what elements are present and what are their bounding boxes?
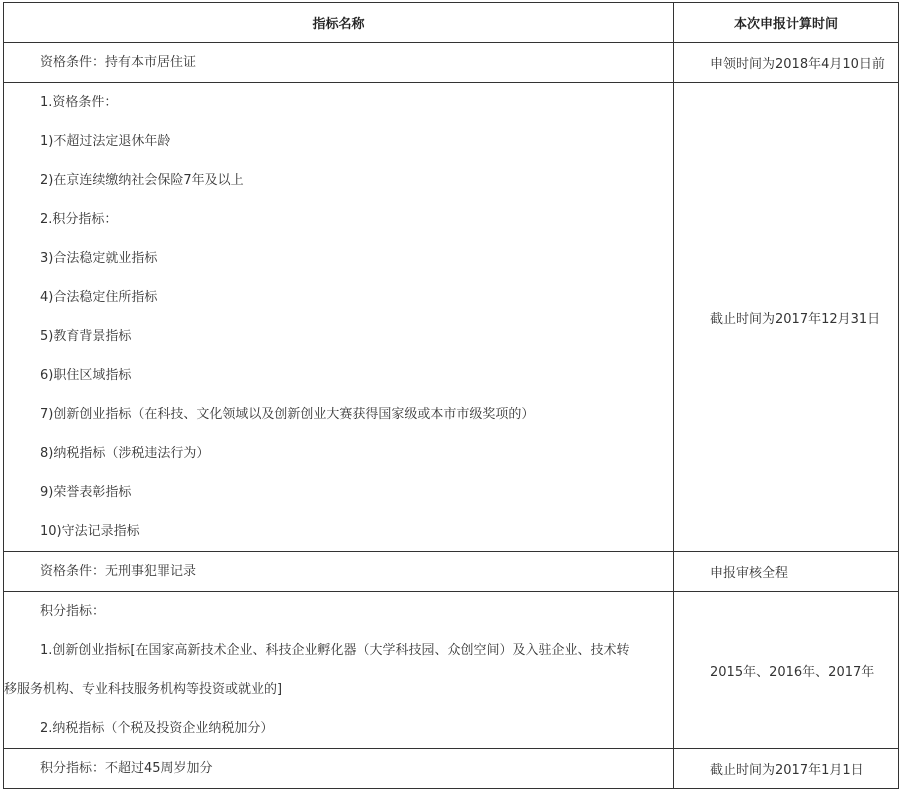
indicator-cell bbox=[4, 83, 674, 552]
indicator-line: 资格条件：无刑事犯罪记录 bbox=[40, 564, 197, 579]
table-row bbox=[4, 552, 899, 592]
indicator-line: 移服务机构、专业科技服务机构等投资或就业的] bbox=[4, 682, 283, 697]
indicator-line: 6)职住区域指标 bbox=[40, 368, 132, 383]
table-row bbox=[4, 43, 899, 83]
time-cell: 申报审核全程 bbox=[674, 552, 899, 592]
time-cell: 截止时间为2017年12月31日 bbox=[674, 83, 899, 552]
indicator-line: 1.创新创业指标[在国家高新技术企业、科技企业孵化器（大学科技园、众创空间）及入驻企业、技术转 bbox=[40, 643, 630, 658]
table-row bbox=[4, 83, 899, 552]
indicator-line: 2)在京连续缴纳社会保险7年及以上 bbox=[40, 173, 244, 188]
indicator-line: 3)合法稳定就业指标 bbox=[40, 251, 158, 266]
indicator-line: 10)守法记录指标 bbox=[40, 524, 140, 539]
indicator-line: 5)教育背景指标 bbox=[40, 329, 132, 344]
indicator-line: 1.资格条件： bbox=[40, 95, 118, 110]
table-row bbox=[4, 749, 899, 789]
table-header-row bbox=[4, 3, 899, 43]
time-cell: 截止时间为2017年1月1日 bbox=[674, 749, 899, 789]
indicator-line: 1)不超过法定退休年龄 bbox=[40, 134, 171, 149]
indicator-line: 8)纳税指标（涉税违法行为） bbox=[40, 446, 210, 461]
indicator-line: 资格条件：持有本市居住证 bbox=[40, 55, 197, 70]
indicator-line: 9)荣誉表彰指标 bbox=[40, 485, 132, 500]
indicator-table bbox=[3, 2, 899, 789]
time-cell: 2015年、2016年、2017年 bbox=[674, 592, 899, 749]
indicator-cell bbox=[4, 43, 674, 83]
indicator-line: 4)合法稳定住所指标 bbox=[40, 290, 158, 305]
indicator-cell bbox=[4, 749, 674, 789]
table-row bbox=[4, 592, 899, 749]
indicator-cell bbox=[4, 552, 674, 592]
indicator-line: 2.纳税指标（个税及投资企业纳税加分） bbox=[40, 721, 274, 736]
header-indicator-name: 指标名称 bbox=[4, 3, 674, 43]
indicator-line: 积分指标： bbox=[40, 604, 106, 619]
indicator-cell bbox=[4, 592, 674, 749]
time-cell: 申领时间为2018年4月10日前 bbox=[674, 43, 899, 83]
indicator-line: 积分指标：不超过45周岁加分 bbox=[40, 761, 213, 776]
header-calc-time: 本次申报计算时间 bbox=[674, 3, 899, 43]
indicator-line: 2.积分指标： bbox=[40, 212, 118, 227]
indicator-line: 7)创新创业指标（在科技、文化领域以及创新创业大赛获得国家级或本市市级奖项的） bbox=[40, 407, 535, 422]
